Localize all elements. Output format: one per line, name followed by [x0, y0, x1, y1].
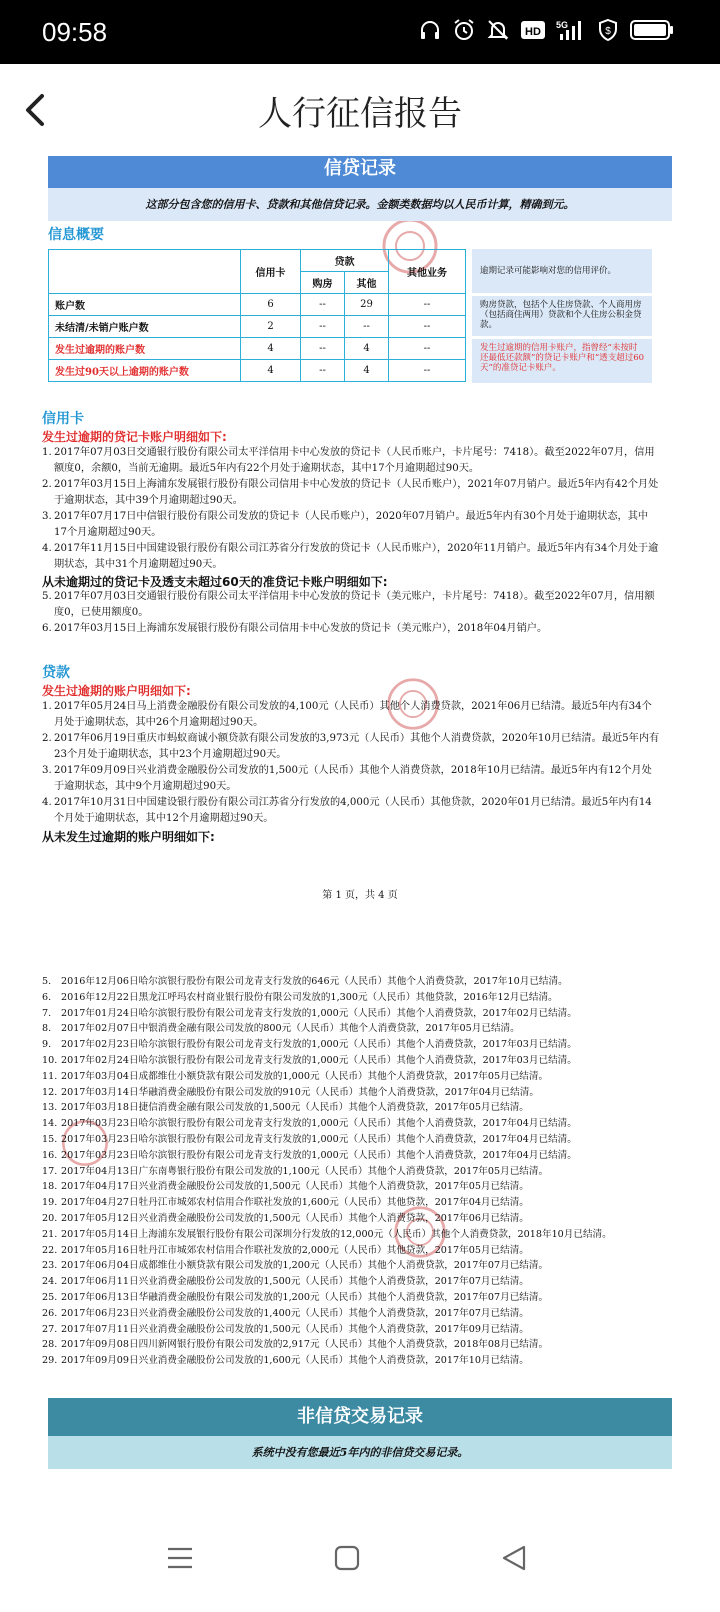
overview-table [48, 249, 466, 382]
non-credit-title-bar: 非信贷交易记录 [48, 1398, 672, 1436]
list-item: 25. 2017年06月13日华融消费金融股份有限公司发放的1,200元（人民币）其他个人消费贷款，2017年07月已结清。 [42, 1291, 549, 1303]
list-item: 1. 2017年05月24日马上消费金融股份有限公司发放的4,100元（人民币）其他个人消费贷款，2021年06月已结清。最近5年内有34个月处于逾期状态，其中26个月逾期超过90天。 [42, 701, 652, 728]
list-item: 17. 2017年04月13日广东南粤银行股份有限公司发放的1,100元（人民币）其他个人消费贷款，2017年05月已结清。 [42, 1165, 549, 1177]
app-header [0, 64, 720, 156]
list-item: 9. 2017年02月23日哈尔滨银行股份有限公司龙青支行发放的1,000元（人民币）其他个人消费贷款，2017年03月已结清。 [42, 1039, 577, 1051]
table-row: 发生过90天以上逾期的账户数 4 -- 4 -- [49, 360, 466, 382]
page-indicator: 第 1 页，共 4 页 [322, 890, 398, 901]
header-loan: 贷款 [301, 250, 389, 272]
credit-record-title-bar: 信贷记录 [48, 156, 672, 188]
list-item: 6. 2016年12月22日黑龙江呼玛农村商业银行股份有限公司发放的1,300元（人民币）其他贷款，2016年12月已结清。 [42, 991, 558, 1003]
overview-notes [472, 249, 652, 386]
list-item: 27. 2017年07月11日兴业消费金融股份公司发放的1,500元（人民币）其他个人消费贷款，2017年09月已结清。 [42, 1323, 529, 1335]
list-item: 22. 2017年05月16日牡丹江市城郊农村信用合作联社发放的2,000元（人民币）其他贷款，2017年05月已结清。 [42, 1244, 529, 1256]
header-housing: 购房 [301, 272, 345, 294]
list-item: 12. 2017年03月14日华融消费金融股份有限公司发放的910元（人民币）其他个人消费贷款，2017年04月已结清。 [42, 1086, 539, 1098]
page-title: 人行征信报告 [258, 94, 462, 134]
status-icons [418, 18, 674, 42]
list-item: 6. 2017年03月15日上海浦东发展银行股份有限公司信用卡中心发放的贷记卡（美元账户），2018年04月销户。 [42, 623, 548, 634]
header-other: 其他 [345, 272, 389, 294]
list-item: 3. 2017年07月17日中信银行股份有限公司发放的贷记卡（人民币账户），2020年07月销户。最近5年内有30个月处于逾期状态，其中17个月逾期超过90天。 [42, 511, 649, 538]
table-row: 账户数 6 -- 29 -- [49, 294, 466, 316]
headphones-icon [418, 18, 442, 42]
note-card-overdue: 发生过逾期的信用卡账户，指曾经“未按时还最低还款额”的贷记卡账户和“透支超过60天”的准贷记卡账户。 [472, 339, 652, 383]
loans-heading: 贷款 [42, 665, 70, 681]
mute-icon [486, 18, 510, 42]
list-item: 11. 2017年03月04日成都维仕小额贷款有限公司发放的1,000元（人民币）其他个人消费贷款，2017年05月已结清。 [42, 1070, 549, 1082]
svg-text:HD: HD [525, 26, 541, 38]
list-item: 14. 2017年03月23日哈尔滨银行股份有限公司龙青支行发放的1,000元（人民币）其他个人消费贷款，2017年04月已结清。 [42, 1118, 577, 1130]
loan-overdue-list [42, 699, 660, 827]
card-normal-heading: 从未逾期过的贷记卡及透支未超过60天的准贷记卡账户明细如下: [42, 575, 388, 589]
list-item: 7. 2017年01月24日哈尔滨银行股份有限公司龙青支行发放的1,000元（人民币）其他个人消费贷款，2017年02月已结清。 [42, 1007, 577, 1019]
list-item: 2. 2017年06月19日重庆市蚂蚁商诚小额贷款有限公司发放的3,973元（人民币）其他个人消费贷款，2020年10月已结清。最近5年内有23个月处于逾期状态，其中23个月逾期超过90天。 [42, 733, 660, 760]
list-item: 2. 2017年03月15日上海浦东发展银行股份有限公司信用卡中心发放的贷记卡（人民币账户），2021年07月销户。最近5年内有42个月处于逾期状态，其中39个月逾期超过90天。 [42, 479, 659, 506]
table-row: 发生过逾期的账户数 4 -- 4 -- [49, 338, 466, 360]
list-item: 29. 2017年09月09日兴业消费金融股份公司发放的1,600元（人民币）其他个人消费贷款，2017年10月已结清。 [42, 1355, 529, 1367]
header-credit-card: 信用卡 [241, 250, 301, 294]
list-item: 24. 2017年06月11日兴业消费金融股份公司发放的1,500元（人民币）其他个人消费贷款，2017年07月已结清。 [42, 1276, 529, 1288]
home-icon[interactable] [334, 1544, 360, 1572]
list-item: 18. 2017年04月17日兴业消费金融股份公司发放的1,500元（人民币）其他个人消费贷款，2017年05月已结清。 [42, 1181, 529, 1193]
loan-overdue-heading: 发生过逾期的账户明细如下: [42, 684, 191, 698]
list-item: 28. 2017年09月08日四川新网银行股份有限公司发放的2,917元（人民币）其他个人消费贷款，2018年08月已结清。 [42, 1339, 549, 1351]
system-nav-bar [0, 1516, 720, 1612]
card-overdue-heading: 发生过逾期的贷记卡账户明细如下: [42, 430, 227, 444]
list-item: 23. 2017年06月04日成都维仕小额贷款有限公司发放的1,200元（人民币）其他个人消费贷款，2017年07月已结清。 [42, 1260, 549, 1272]
credit-card-heading: 信用卡 [42, 411, 84, 427]
back-icon[interactable] [500, 1544, 528, 1572]
list-item: 13. 2017年03月18日捷信消费金融有限公司发放的1,500元（人民币）其他个人消费贷款，2017年05月已结清。 [42, 1102, 529, 1114]
menu-icon[interactable] [166, 1544, 194, 1572]
note-housing: 购房贷款，包括个人住房贷款、个人商用房（包括商住两用）贷款和个人住房公积金贷款。 [472, 296, 652, 336]
list-item: 5. 2016年12月06日哈尔滨银行股份有限公司龙青支行发放的646元（人民币）其他个人消费贷款，2017年10月已结清。 [42, 976, 568, 987]
list-item: 1. 2017年07月03日交通银行股份有限公司太平洋信用卡中心发放的贷记卡（人民币账户，卡片尾号：7418）。截至2022年07月，信用额度0，余额0，当前无逾期。最近5年内有22个月处于逾期状态，其中17个月逾期超过90天。 [42, 447, 655, 474]
list-item: 19. 2017年04月27日牡丹江市城郊农村信用合作联社发放的1,600元（人民币）其他贷款，2017年04月已结清。 [42, 1197, 529, 1209]
loan-normal-list [42, 974, 660, 1369]
hd-icon [520, 19, 546, 41]
list-item: 5. 2017年07月03日交通银行股份有限公司太平洋信用卡中心发放的贷记卡（美元账户，卡片尾号：7418）。截至2022年07月，信用额度0，已使用额度0。 [42, 591, 655, 618]
non-credit-subtitle: 系统中没有您最近5年内的非信贷交易记录。 [48, 1436, 672, 1469]
list-item: 10. 2017年02月24日哈尔滨银行股份有限公司龙青支行发放的1,000元（人民币）其他个人消费贷款，2017年03月已结清。 [42, 1054, 577, 1066]
shield-dollar-icon [596, 18, 620, 42]
battery-icon [630, 19, 674, 41]
clock: 09:58 [42, 17, 108, 47]
status-bar [0, 0, 720, 64]
list-item: 21. 2017年05月14日上海浦东发展银行股份有限公司深圳分行发放的12,000元（人民币）其他个人消费贷款，2018年10月已结清。 [42, 1228, 612, 1240]
svg-text:$: $ [605, 26, 611, 37]
table-corner [49, 250, 241, 294]
alarm-icon [452, 18, 476, 42]
signal-5g-icon [556, 18, 586, 42]
svg-text:5G: 5G [556, 20, 569, 30]
list-item: 16. 2017年03月23日哈尔滨银行股份有限公司龙青支行发放的1,000元（人民币）其他个人消费贷款，2017年04月已结清。 [42, 1149, 577, 1161]
note-overdue: 逾期记录可能影响对您的信用评价。 [472, 249, 652, 293]
list-item: 8. 2017年02月07日中银消费金融有限公司发放的800元（人民币）其他个人消费贷款，2017年05月已结清。 [42, 1023, 520, 1035]
table-row: 未结清/未销户账户数 2 -- -- -- [49, 316, 466, 338]
credit-record-subtitle: 这部分包含您的信用卡、贷款和其他信贷记录。金额类数据均以人民币计算，精确到元。 [48, 188, 672, 221]
list-item: 3. 2017年09月09日兴业消费金融股份公司发放的1,500元（人民币）其他个人消费贷款，2018年10月已结清。最近5年内有12个月处于逾期状态，其中9个月逾期超过90天。 [42, 765, 652, 792]
list-item: 15. 2017年03月23日哈尔滨银行股份有限公司龙青支行发放的1,000元（人民币）其他个人消费贷款，2017年04月已结清。 [42, 1133, 577, 1145]
list-item: 4. 2017年11月15日中国建设银行股份有限公司江苏省分行发放的贷记卡（人民币账户），2020年11月销户。最近5年内有34个月处于逾期状态，其中31个月逾期超过90天。 [42, 543, 659, 570]
list-item: 20. 2017年05月12日兴业消费金融股份公司发放的1,500元（人民币）其他个人消费贷款，2017年06月已结清。 [42, 1212, 529, 1224]
card-normal-list [42, 589, 660, 637]
overview-heading: 信息概要 [48, 227, 104, 243]
list-item: 26. 2017年06月23日兴业消费金融股份公司发放的1,400元（人民币）其他个人消费贷款，2017年07月已结清。 [42, 1307, 529, 1319]
loan-normal-heading: 从未发生过逾期的账户明细如下: [42, 830, 215, 844]
card-overdue-list [42, 445, 660, 573]
report-document[interactable] [0, 156, 720, 1516]
header-other-business: 其他业务 [389, 250, 466, 294]
list-item: 4. 2017年10月31日中国建设银行股份有限公司江苏省分行发放的4,000元（人民币）其他贷款，2020年01月已结清。最近5年内有14个月处于逾期状态，其中12个月逾期超过90天。 [42, 797, 652, 824]
